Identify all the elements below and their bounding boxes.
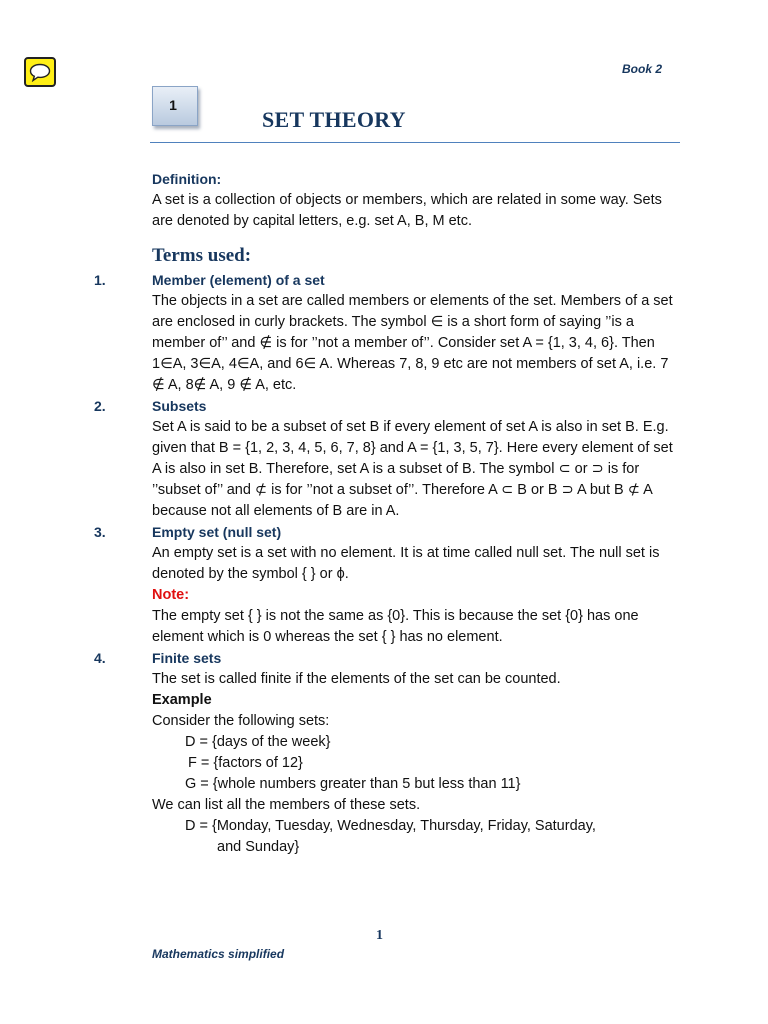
example-set-d: D = {days of the week} bbox=[185, 734, 331, 750]
term-number: 1. bbox=[94, 272, 106, 288]
term-heading: Subsets bbox=[152, 398, 207, 414]
title-divider bbox=[150, 142, 680, 143]
book-label: Book 2 bbox=[622, 62, 663, 76]
term-number: 3. bbox=[94, 524, 106, 540]
terms-heading: Terms used: bbox=[152, 245, 252, 266]
note-text: The empty set { } is not the same as {0}. This is because the set {0} has one element which is 0 whereas the set { } has no element. bbox=[152, 608, 639, 645]
chapter-number: 1 bbox=[169, 97, 177, 113]
term-item-empty-set bbox=[94, 522, 682, 648]
list-intro: We can list all the members of these sets. bbox=[152, 797, 421, 813]
term-text: An empty set is a set with no element. It is at time called null set. The null set is denoted by the symbol { } or ϕ. bbox=[152, 545, 660, 582]
term-text: The objects in a set are called members or elements of the set. Members of a set are enclosed in curly brackets. The symbol ∈ is a short form of saying ’’is a member of’’ and ∉ is for ’’not a member of’’. Consider set A = {1, 3, 4, 6}. Then 1∈A, 3∈A, 4∈A, and 6∈ A. Whereas 7, 8, 9 etc are not members of set A, i.e. 7 ∉ A, 8∉ A, 9 ∉ A, etc. bbox=[152, 293, 673, 393]
note-label: Note: bbox=[152, 587, 190, 603]
document-body bbox=[94, 169, 682, 858]
list-line-continued: and Sunday} bbox=[217, 839, 300, 855]
term-number: 2. bbox=[94, 398, 106, 414]
definition-text: A set is a collection of objects or members, which are related in some way. Sets are denoted by capital letters, e.g. set A, B, M etc. bbox=[152, 192, 662, 229]
definition-heading: Definition: bbox=[152, 171, 222, 187]
footer-title: Mathematics simplified bbox=[152, 947, 285, 961]
comment-icon[interactable] bbox=[24, 57, 56, 87]
term-text: Set A is said to be a subset of set B if every element of set A is also in set B. E.g. given that B = {1, 2, 3, 4, 5, 6, 7, 8} and A = {1, 3, 5, 7}. Here every element of set A is also in set B. Therefore, set A is a subset of B. The symbol ⊂ or ⊃ is for ’’subset of’’ and ⊄ is for ’’not a subset of’’. Therefore A ⊂ B or B ⊃ A but B ⊄ A because not all elements of B are in A. bbox=[152, 419, 673, 519]
term-number: 4. bbox=[94, 650, 106, 666]
term-item-member bbox=[94, 270, 682, 396]
example-label: Example bbox=[152, 692, 212, 708]
list-line: D = {Monday, Tuesday, Wednesday, Thursday, Friday, Saturday, bbox=[185, 818, 596, 834]
term-heading: Finite sets bbox=[152, 650, 222, 666]
term-heading: Empty set (null set) bbox=[152, 524, 282, 540]
example-set-g: G = {whole numbers greater than 5 but less than 11} bbox=[185, 776, 521, 792]
example-set-f: F = {factors of 12} bbox=[188, 755, 303, 771]
term-text: The set is called finite if the elements of the set can be counted. bbox=[152, 671, 561, 687]
example-intro: Consider the following sets: bbox=[152, 713, 330, 729]
term-item-subsets bbox=[94, 396, 682, 522]
term-heading: Member (element) of a set bbox=[152, 272, 325, 288]
page-title: SET THEORY bbox=[262, 107, 406, 132]
chapter-number-box bbox=[152, 86, 198, 126]
term-item-finite-sets bbox=[94, 648, 682, 858]
page-number: 1 bbox=[376, 928, 383, 943]
